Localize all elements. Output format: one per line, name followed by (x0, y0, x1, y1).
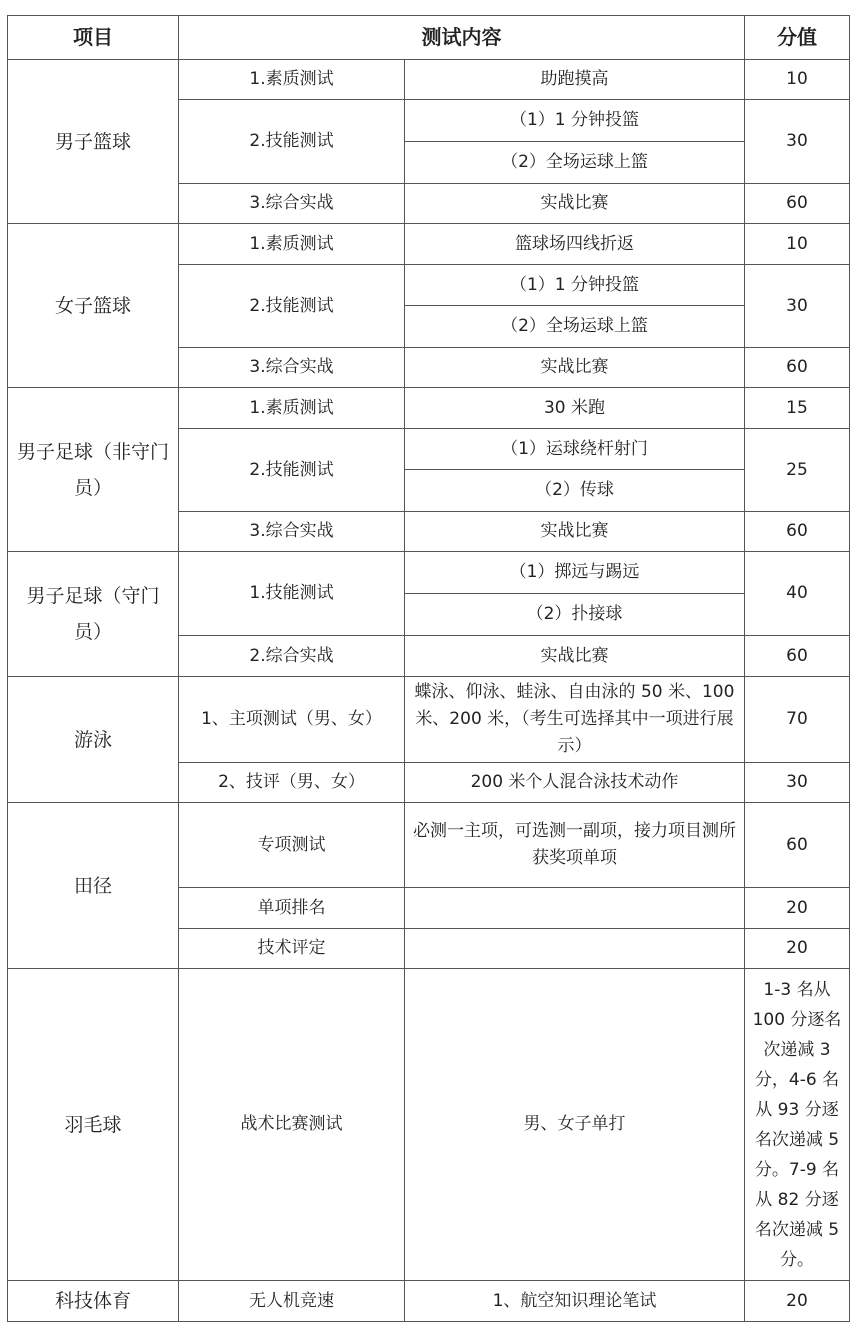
exam-score-table (7, 15, 850, 1322)
test-item: 男、女子单打 (405, 969, 745, 1281)
score-value: 40 (745, 552, 850, 636)
score-value: 60 (745, 512, 850, 552)
test-category: 2.技能测试 (179, 100, 405, 184)
test-item: 200 米个人混合泳技术动作 (405, 763, 745, 803)
test-item: （2）扑接球 (405, 594, 745, 636)
test-category: 2.技能测试 (179, 265, 405, 348)
test-item: 30 米跑 (405, 388, 745, 429)
header-project: 项目 (8, 16, 179, 60)
score-value: 10 (745, 224, 850, 265)
table-row (8, 552, 850, 594)
test-category: 战术比赛测试 (179, 969, 405, 1281)
table-row (8, 60, 850, 100)
test-category: 2.综合实战 (179, 636, 405, 677)
project-name: 田径 (8, 803, 179, 969)
test-item: （1）掷远与踢远 (405, 552, 745, 594)
score-value: 20 (745, 888, 850, 929)
table-row (8, 1281, 850, 1322)
test-item (405, 929, 745, 969)
test-category: 技术评定 (179, 929, 405, 969)
test-item (405, 888, 745, 929)
test-item: 必测一主项，可选测一副项，接力项目测所获奖项单项 (405, 803, 745, 888)
test-item: （2）全场运球上篮 (405, 306, 745, 348)
test-category: 3.综合实战 (179, 184, 405, 224)
project-name: 男子足球（非守门员） (8, 388, 179, 552)
test-category: 1、主项测试（男、女） (179, 677, 405, 763)
score-value: 60 (745, 803, 850, 888)
header-content: 测试内容 (179, 16, 745, 60)
test-item: 篮球场四线折返 (405, 224, 745, 265)
test-item: （2）全场运球上篮 (405, 142, 745, 184)
test-category: 1.素质测试 (179, 224, 405, 265)
test-category: 2.技能测试 (179, 429, 405, 512)
score-value: 70 (745, 677, 850, 763)
score-value: 30 (745, 763, 850, 803)
table-header-row (8, 16, 850, 60)
project-name: 游泳 (8, 677, 179, 803)
test-item: （1）1 分钟投篮 (405, 265, 745, 306)
test-item: 实战比赛 (405, 636, 745, 677)
test-item: （1）运球绕杆射门 (405, 429, 745, 470)
project-name: 男子篮球 (8, 60, 179, 224)
test-category: 3.综合实战 (179, 512, 405, 552)
test-item: 1、航空知识理论笔试 (405, 1281, 745, 1322)
test-item: 助跑摸高 (405, 60, 745, 100)
header-score: 分值 (745, 16, 850, 60)
project-name: 女子篮球 (8, 224, 179, 388)
test-item: （1）1 分钟投篮 (405, 100, 745, 142)
score-value: 60 (745, 184, 850, 224)
score-value: 60 (745, 636, 850, 677)
project-name: 羽毛球 (8, 969, 179, 1281)
table-row (8, 969, 850, 1281)
test-item: 实战比赛 (405, 184, 745, 224)
test-category: 1.技能测试 (179, 552, 405, 636)
score-value: 60 (745, 348, 850, 388)
score-value: 10 (745, 60, 850, 100)
test-category: 专项测试 (179, 803, 405, 888)
test-category: 单项排名 (179, 888, 405, 929)
project-name: 科技体育 (8, 1281, 179, 1322)
test-category: 2、技评（男、女） (179, 763, 405, 803)
test-category: 无人机竞速 (179, 1281, 405, 1322)
score-value: 20 (745, 929, 850, 969)
test-item: 实战比赛 (405, 348, 745, 388)
test-item: 实战比赛 (405, 512, 745, 552)
score-value: 30 (745, 265, 850, 348)
test-category: 1.素质测试 (179, 60, 405, 100)
table-row (8, 677, 850, 763)
test-category: 1.素质测试 (179, 388, 405, 429)
project-name: 男子足球（守门员） (8, 552, 179, 677)
score-value: 20 (745, 1281, 850, 1322)
score-value: 30 (745, 100, 850, 184)
score-value: 25 (745, 429, 850, 512)
table-row (8, 224, 850, 265)
test-item: 蝶泳、仰泳、蛙泳、自由泳的 50 米、100 米、200 米，（考生可选择其中一项进行展示） (405, 677, 745, 763)
score-value: 1-3 名从 100 分逐名次递减 3 分，4-6 名从 93 分逐名次递减 5 分。7-9 名从 82 分逐名次递减 5 分。 (745, 969, 850, 1281)
score-value: 15 (745, 388, 850, 429)
test-category: 3.综合实战 (179, 348, 405, 388)
table-row (8, 803, 850, 888)
table-row (8, 388, 850, 429)
test-item: （2）传球 (405, 470, 745, 512)
